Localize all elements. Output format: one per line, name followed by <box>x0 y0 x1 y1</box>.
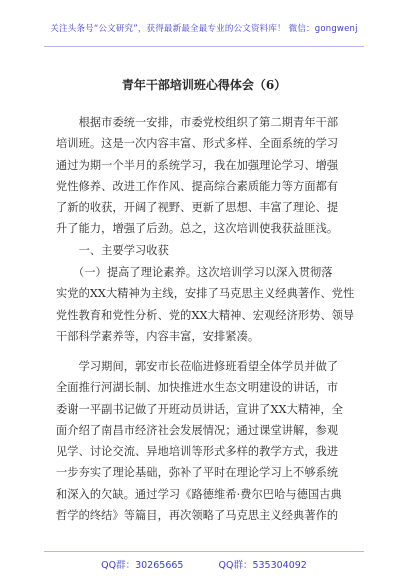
text-line: 哲学的终结》等篇目，再次领略了马克思主义经典著作的 <box>56 509 339 523</box>
text-line: 了新的收获，开阔了视野、更新了思想、丰富了理论、提 <box>56 201 339 215</box>
text-line: 通过为期一个半月的系统学习，我在加强理论学习、增强 <box>56 158 339 172</box>
footer-divider <box>44 551 364 552</box>
document-title: 青年干部培训班心得体会（6） <box>121 78 287 92</box>
text-line: 干部科学素养等，内容丰富，安排紧凑。 <box>56 329 260 343</box>
text-line: 升了能力，增强了后劲。总之，这次培训使我获益匪浅。 <box>56 222 339 236</box>
text-line: 一步夯实了理论基础，弥补了平时在理论学习上不够系统 <box>56 466 339 480</box>
text-line: 见学、讨论交流、异地培训等形式多样的教学方式，我进 <box>56 445 339 459</box>
text-line: 一、主要学习收获 <box>56 244 169 257</box>
text-line: 委谢一平副书记做了开班动员讲话，宣讲了XX大精神，全 <box>56 402 344 416</box>
paragraph-theory <box>56 262 356 347</box>
footer-qq-group-2: QQ群：535304092 <box>218 560 307 571</box>
text-line: 面介绍了南昌市经济社会发展情况；通过课堂讲解，参观 <box>56 423 339 437</box>
text-line: 实党的XX大精神为主线，安排了马克思主义经典著作、党性 <box>56 287 355 301</box>
footer-qq-group-1: QQ群：30265665 <box>101 560 184 571</box>
footer <box>0 557 408 571</box>
section-heading <box>56 240 356 261</box>
paragraph-intro <box>56 112 356 240</box>
paragraph-study-period <box>56 356 356 526</box>
text-line: 根据市委统一安排，市委党校组织了第二期青年干部 <box>56 116 339 129</box>
text-line: （一）提高了理论素养。这次培训学习以深入贯彻落 <box>56 266 333 279</box>
text-line: 学习期间，郭安市长莅临进修班看望全体学员并做了 <box>56 360 339 373</box>
header-banner: 关注头条号“公文研究”，获得最新最全最专业的公文资料库！ 微信：gongwenj <box>50 24 358 34</box>
text-line: 和深入的欠缺。通过学习《路德维希·费尔巴哈与德国古典 <box>56 487 342 501</box>
text-line: 全面推行河湖长制、加快推进水生态文明建设的讲话，市 <box>56 381 339 395</box>
header-divider <box>44 46 364 47</box>
text-line: 培训班。这是一次内容丰富、形式多样、全面系统的学习 <box>56 137 339 151</box>
text-line: 党性教育和党性分析、党的XX大精神、宏观经济形势、领导 <box>56 308 355 322</box>
text-line: 党性修养、改进工作作风、提高综合素质能力等方面都有 <box>56 179 339 193</box>
